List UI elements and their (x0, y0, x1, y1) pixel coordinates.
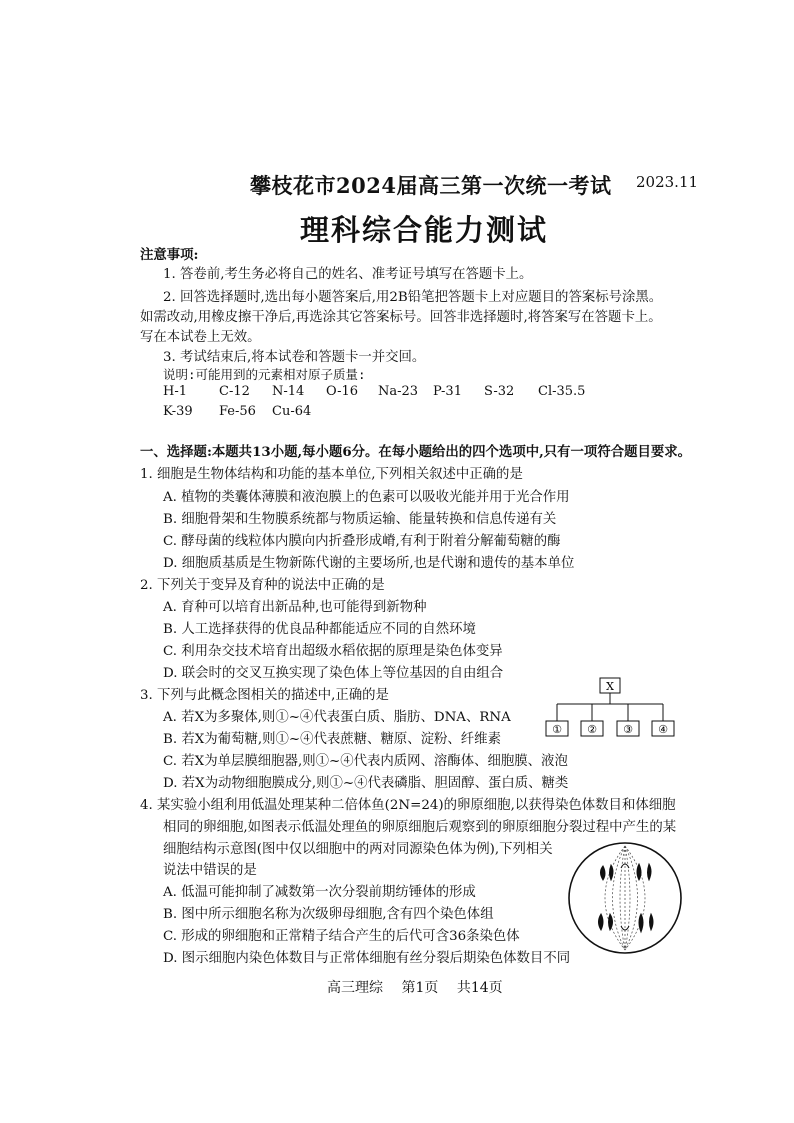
exam-title: 攀枝花市2024届高三第一次统一考试 (250, 173, 612, 198)
note-item-3: 3. 考试结束后,将本试卷和答题卡一并交回。 (163, 350, 426, 365)
question-1-option-c: C. 酵母菌的线粒体内膜向内折叠形成嵴,有利于附着分解葡萄糖的酶 (163, 534, 561, 549)
element-mass: O-16 (326, 384, 359, 399)
question-4-stem-line-2: 相同的卵细胞,如图表示低温处理鱼的卵原细胞后观察到的卵原细胞分裂过程中产生的某 (163, 820, 677, 835)
element-mass: N-14 (272, 384, 305, 399)
element-mass: S-32 (484, 384, 515, 399)
notes-heading: 注意事项: (140, 247, 199, 263)
element-mass: K-39 (163, 404, 193, 419)
question-2-option-b: B. 人工选择获得的优良品种都能适应不同的自然环境 (163, 622, 476, 637)
footer-page-number: 第1页 (401, 980, 439, 996)
oocyte-cell-illustration (565, 838, 685, 958)
concept-diagram (545, 677, 675, 739)
footer-subject: 高三理综 (327, 980, 383, 996)
question-1-option-b: B. 细胞骨架和生物膜系统都与物质运输、能量转换和信息传递有关 (163, 512, 557, 527)
element-mass: Cu-64 (272, 404, 312, 419)
question-4-option-d: D. 图示细胞内染色体数目与正常体细胞有丝分裂后期染色体数目不同 (163, 951, 571, 966)
element-mass: Fe-56 (219, 404, 256, 419)
question-2-option-d: D. 联会时的交叉互换实现了染色体上等位基因的自由组合 (163, 666, 504, 681)
question-3-option-d: D. 若X为动物细胞膜成分,则①~④代表磷脂、胆固醇、蛋白质、糖类 (163, 776, 569, 791)
question-1-option-a: A. 植物的类囊体薄膜和液泡膜上的色素可以吸收光能并用于光合作用 (163, 490, 570, 505)
question-4-stem-line-1: 4. 某实验小组利用低温处理某种二倍体鱼(2N=24)的卵原细胞,以获得染色体数目和体细胞 (140, 798, 676, 813)
note-item-2-line-2: 如需改动,用橡皮擦干净后,再选涂其它答案标号。回答非选择题时,将答案写在答题卡上。 (140, 310, 662, 325)
exam-date: 2023.11 (636, 173, 699, 191)
question-4-option-a: A. 低温可能抑制了减数第一次分裂前期纺锤体的形成 (163, 885, 476, 900)
section-1-heading: 一、选择题:本题共13小题,每小题6分。在每小题给出的四个选项中,只有一项符合题目要求。 (140, 444, 692, 460)
question-4-option-b: B. 图中所示细胞名称为次级卵母细胞,含有四个染色体组 (163, 907, 494, 922)
concept-leaf-label: ③ (623, 723, 633, 736)
page-footer (327, 977, 517, 997)
element-mass: Na-23 (378, 384, 419, 399)
element-mass: Cl-35.5 (538, 384, 586, 399)
element-mass: P-31 (433, 384, 462, 399)
element-mass: H-1 (163, 384, 188, 399)
exam-subtitle: 理科综合能力测试 (300, 213, 549, 247)
question-1-stem: 1. 细胞是生物体结构和功能的基本单位,下列相关叙述中正确的是 (140, 467, 523, 482)
note-item-2-line-1: 2. 回答选择题时,选出每小题答案后,用2B铅笔把答题卡上对应题目的答案标号涂黑。 (163, 290, 663, 305)
atomic-mass-explanation: 说明:可能用到的元素相对原子质量: (163, 367, 366, 382)
question-3-option-c: C. 若X为单层膜细胞器,则①~④代表内质网、溶酶体、细胞膜、液泡 (163, 754, 568, 769)
question-3-option-a: A. 若X为多聚体,则①~④代表蛋白质、脂肪、DNA、RNA (163, 710, 511, 725)
concept-leaf-label: ② (587, 723, 597, 736)
question-2-option-a: A. 育种可以培育出新品种,也可能得到新物种 (163, 600, 427, 615)
question-2-stem: 2. 下列关于变异及育种的说法中正确的是 (140, 578, 385, 593)
question-4-option-c: C. 形成的卵细胞和正常精子结合产生的后代可含36条染色体 (163, 929, 520, 944)
concept-root-label: X (606, 680, 614, 693)
concept-leaf-label: ① (552, 723, 562, 736)
question-2-option-c: C. 利用杂交技术培育出超级水稻依据的原理是染色体变异 (163, 644, 503, 659)
question-1-option-d: D. 细胞质基质是生物新陈代谢的主要场所,也是代谢和遗传的基本单位 (163, 556, 575, 571)
concept-leaf-label: ④ (658, 723, 668, 736)
note-item-1: 1. 答卷前,考生务必将自己的姓名、准考证号填写在答题卡上。 (163, 267, 533, 282)
question-3-stem: 3. 下列与此概念图相关的描述中,正确的是 (140, 688, 389, 703)
question-4-stem-line-3: 细胞结构示意图(图中仅以细胞中的两对同源染色体为例),下列相关 (163, 842, 553, 857)
note-item-2-line-3: 写在本试卷上无效。 (140, 330, 261, 345)
element-mass: C-12 (219, 384, 250, 399)
question-3-option-b: B. 若X为葡萄糖,则①~④代表蔗糖、糖原、淀粉、纤维素 (163, 732, 501, 747)
question-4-stem-line-4: 说法中错误的是 (163, 863, 257, 878)
footer-total-pages: 共14页 (456, 980, 503, 996)
